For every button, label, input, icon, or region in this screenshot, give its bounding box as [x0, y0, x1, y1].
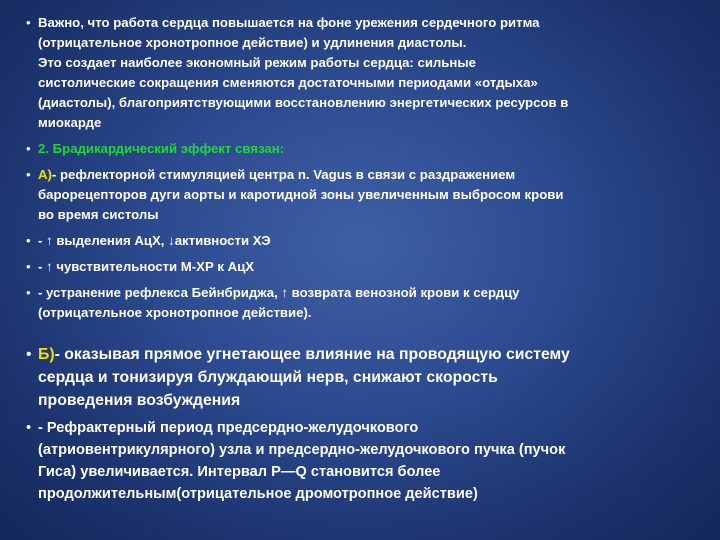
- text-line: - ↑ чувствительности М-ХР к АцХ: [38, 259, 255, 274]
- text-line: (атриовентрикулярного) узла и предсердно-желудочкового пучка (пучок: [38, 442, 566, 458]
- bullet-icon: •: [26, 420, 32, 436]
- bullet-icon: •: [26, 233, 31, 248]
- text-line: проведения возбуждения: [38, 392, 241, 409]
- list-item-bainbridge: [28, 283, 680, 323]
- bullet-icon: •: [26, 285, 31, 300]
- text-line: - ↑ выделения АцХ, ↓активности ХЭ: [38, 233, 271, 248]
- text-line: Это создает наиболее экономный режим работы сердца: сильные: [38, 55, 476, 70]
- text-line: (отрицательное хронотропное действие).: [38, 305, 312, 320]
- list-item-b: [28, 343, 680, 412]
- bullet-icon: •: [26, 141, 31, 156]
- section-heading: 2. Брадикардический эффект связан:: [38, 141, 285, 156]
- list-item-economy: [28, 13, 680, 133]
- bullet-list: [28, 13, 680, 505]
- bullet-icon: •: [26, 259, 31, 274]
- text-line: во время систолы: [38, 207, 159, 222]
- text-line: барорецепторов дуги аорты и каротидной зоны увеличенным выбросом крови: [38, 187, 564, 202]
- list-item-heading: [28, 139, 680, 159]
- text-line: [38, 343, 680, 366]
- bullet-icon: •: [26, 167, 31, 182]
- text-line: сердца и тонизируя блуждающий нерв, снижают скорость: [38, 369, 498, 386]
- list-item-refractory: [28, 417, 680, 505]
- bullet-icon: •: [26, 15, 31, 30]
- text-line: - устранение рефлекса Бейнбриджа, ↑ возврата венозной крови к сердцу: [38, 285, 520, 300]
- text-fragment: - рефлекторной стимуляцией центра n. Vagus в связи с раздражением: [51, 167, 516, 182]
- item-prefix: А): [38, 167, 52, 182]
- text-line: (отрицательное хронотропное действие) и удлинения диастолы.: [38, 35, 467, 50]
- list-item-sensitivity: [28, 257, 680, 277]
- list-item-ach: [28, 231, 680, 251]
- item-prefix: Б): [38, 346, 55, 363]
- bullet-icon: •: [26, 346, 32, 363]
- text-line: Гиса) увеличивается. Интервал P—Q становится более: [38, 464, 441, 480]
- text-fragment: - оказывая прямое угнетающее влияние на проводящую систему: [54, 346, 570, 363]
- text-line: [38, 165, 680, 185]
- text-line: продолжительным(отрицательное дромотропное действие): [38, 486, 478, 502]
- text-line: (диастолы), благоприятствующими восстановлению энергетических ресурсов в: [38, 95, 569, 110]
- text-line: систолические сокращения сменяются достаточными периодами «отдыха»: [38, 75, 538, 90]
- text-line: - Рефрактерный период предсердно-желудочкового: [38, 420, 419, 436]
- list-item-a: [28, 165, 680, 225]
- text-line: миокарде: [38, 115, 102, 130]
- text-line: Важно, что работа сердца повышается на фоне урежения сердечного ритма: [38, 15, 540, 30]
